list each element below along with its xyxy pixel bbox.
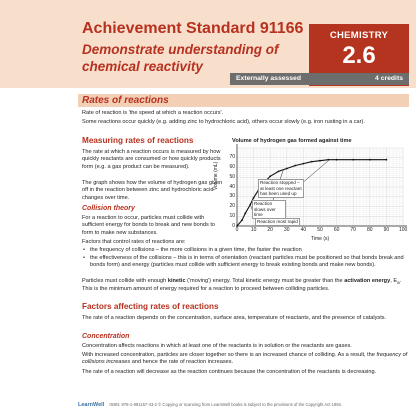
y-tick-label: 30 [229,193,235,200]
data-point [369,159,371,161]
x-tick-label: 40 [300,227,307,233]
y-tick-label: 60 [229,164,235,170]
badge-number: 2.6 [342,42,376,69]
data-point [303,163,305,165]
credits-label: 4 credits [375,75,403,82]
x-tick-label: 70 [350,227,356,233]
data-point [253,197,255,199]
assessment-type: Externally assessed [236,75,301,82]
intro-paragraph-2: Some reactions occur quickly (e.g. adding zinc to hydrochloric acid), others occur slowly (e.g. iron rusting in a car). [82,119,365,125]
y-tick-label: 50 [229,173,235,180]
x-tick-label: 60 [333,227,340,233]
x-tick-label: 20 [267,227,273,233]
frequency-term: frequency of collisions increases [82,352,408,366]
text-run: With increased concentration, particles are closer together so there is an increased chance of colliding. As a result, the [82,352,377,358]
badge-subject: CHEMISTRY [329,30,389,41]
measuring-paragraph-2: The graph shows how the volume of hydrogen gas given off in the reaction between zinc and hydrochloric acid changes over time. [82,180,223,201]
activation-energy-term: activation energy [344,278,391,284]
bullet-text: the frequency of collisions – the more collisions in a given time, the faster the reaction [90,247,302,253]
arrow-reaction-stopped [300,161,328,185]
bullet-dot: • [83,247,85,253]
x-tick-label: 30 [284,227,290,233]
data-point [336,159,338,161]
x-tick-label: 80 [367,227,373,233]
data-point [319,160,321,162]
x-tick-label: 0 [235,227,239,233]
data-point [294,165,296,167]
data-point [352,159,354,161]
x-tick-label: 100 [399,227,408,233]
concentration-paragraph-1: Concentration affects reactions in which at least one of the reactants is in solution or the reactants are gases. [82,343,352,349]
x-tick-label: 90 [383,227,390,233]
factors-heading: Factors affecting rates of reactions [82,302,219,311]
factors-paragraph: The rate of a reaction depends on the concentration, surface area, temperature of reactants, and the presence of catalysts. [82,315,387,321]
subscript-a: a [397,280,400,286]
annotation-most-rapid: Reaction most rapid [257,219,298,224]
text-run: and hence the rate of reaction increases. [130,359,234,366]
x-tick-label: 50 [317,227,323,233]
y-tick-label: 70 [229,154,235,161]
bullet-dot: • [83,255,85,261]
data-point [386,159,388,161]
page-subtitle: Demonstrate understanding of chemical reactivity [82,42,279,74]
annotation-reaction-stopped: Reaction stopped – at least one reactant has been used up [258,179,304,198]
collision-paragraph-2: Factors that control rates of reactions are: [82,239,186,245]
text-run: , E [390,278,398,284]
bullet-text: the effectiveness of the collisions – this is in terms of orientation (reactant particles must be positioned so that bonds break and bonds form) and energy (particles must collide with sufficient energy to break existing bonds and make new bonds). [90,255,404,269]
text-run: . This is the minimum amount of energy required for a reaction to proceed between colliding particles. [82,278,402,293]
collision-paragraph-1: For a reaction to occur, particles must collide with sufficient energy for bonds to break and new bonds to form to make new substances. [82,215,215,236]
publisher-logo: LearnWell [78,402,105,408]
text-run: Particles must collide with enough [82,278,168,284]
data-point [236,225,238,227]
data-point [241,219,243,221]
annotation-reaction-slows: Reaction slows over time [252,200,286,219]
data-point [269,175,271,177]
measuring-paragraph-1: The rate at which a reaction occurs is measured by how quickly reactants are consumed or how quickly products form (e.g. a gas product can be measured). [82,149,221,170]
section-title: Rates of reactions [82,95,169,106]
data-point [327,159,329,161]
text-run: ('moving') energy. Total kinetic energy must be greater than the [185,278,345,284]
copyright-text: ISBN: 978-1-991157-43-2 © Copying or scanning from LearnWell books is subject to the provisions of the Copyright Act 1994. [109,402,343,407]
concentration-paragraph-3: The rate of a reaction will decrease as the reaction continues because the concentration of the reactants is decreasing. [82,369,377,375]
y-tick-label: 10 [229,212,235,219]
chart-title: Volume of hydrogen gas formed against time [232,138,352,144]
data-point [278,171,280,173]
x-axis-label: Time (s) [311,236,330,242]
page-title: Achievement Standard 91166 [82,20,304,37]
x-tick-label: 10 [250,227,257,233]
data-point [286,168,288,170]
measuring-heading: Measuring rates of reactions [82,136,194,145]
y-axis-label: Volume (mL) [213,161,219,190]
data-point [311,161,313,163]
footer [78,402,409,408]
data-point [244,212,246,214]
y-tick-label: 40 [229,183,235,190]
collision-heading: Collision theory [82,205,135,212]
y-tick-label: 0 [232,222,235,229]
intro-paragraph-1: Rate of reaction is 'the speed at which a reaction occurs'. [82,110,224,116]
y-tick-label: 20 [229,203,235,209]
kinetic-term: kinetic [167,278,186,284]
concentration-heading: Concentration [82,333,130,340]
